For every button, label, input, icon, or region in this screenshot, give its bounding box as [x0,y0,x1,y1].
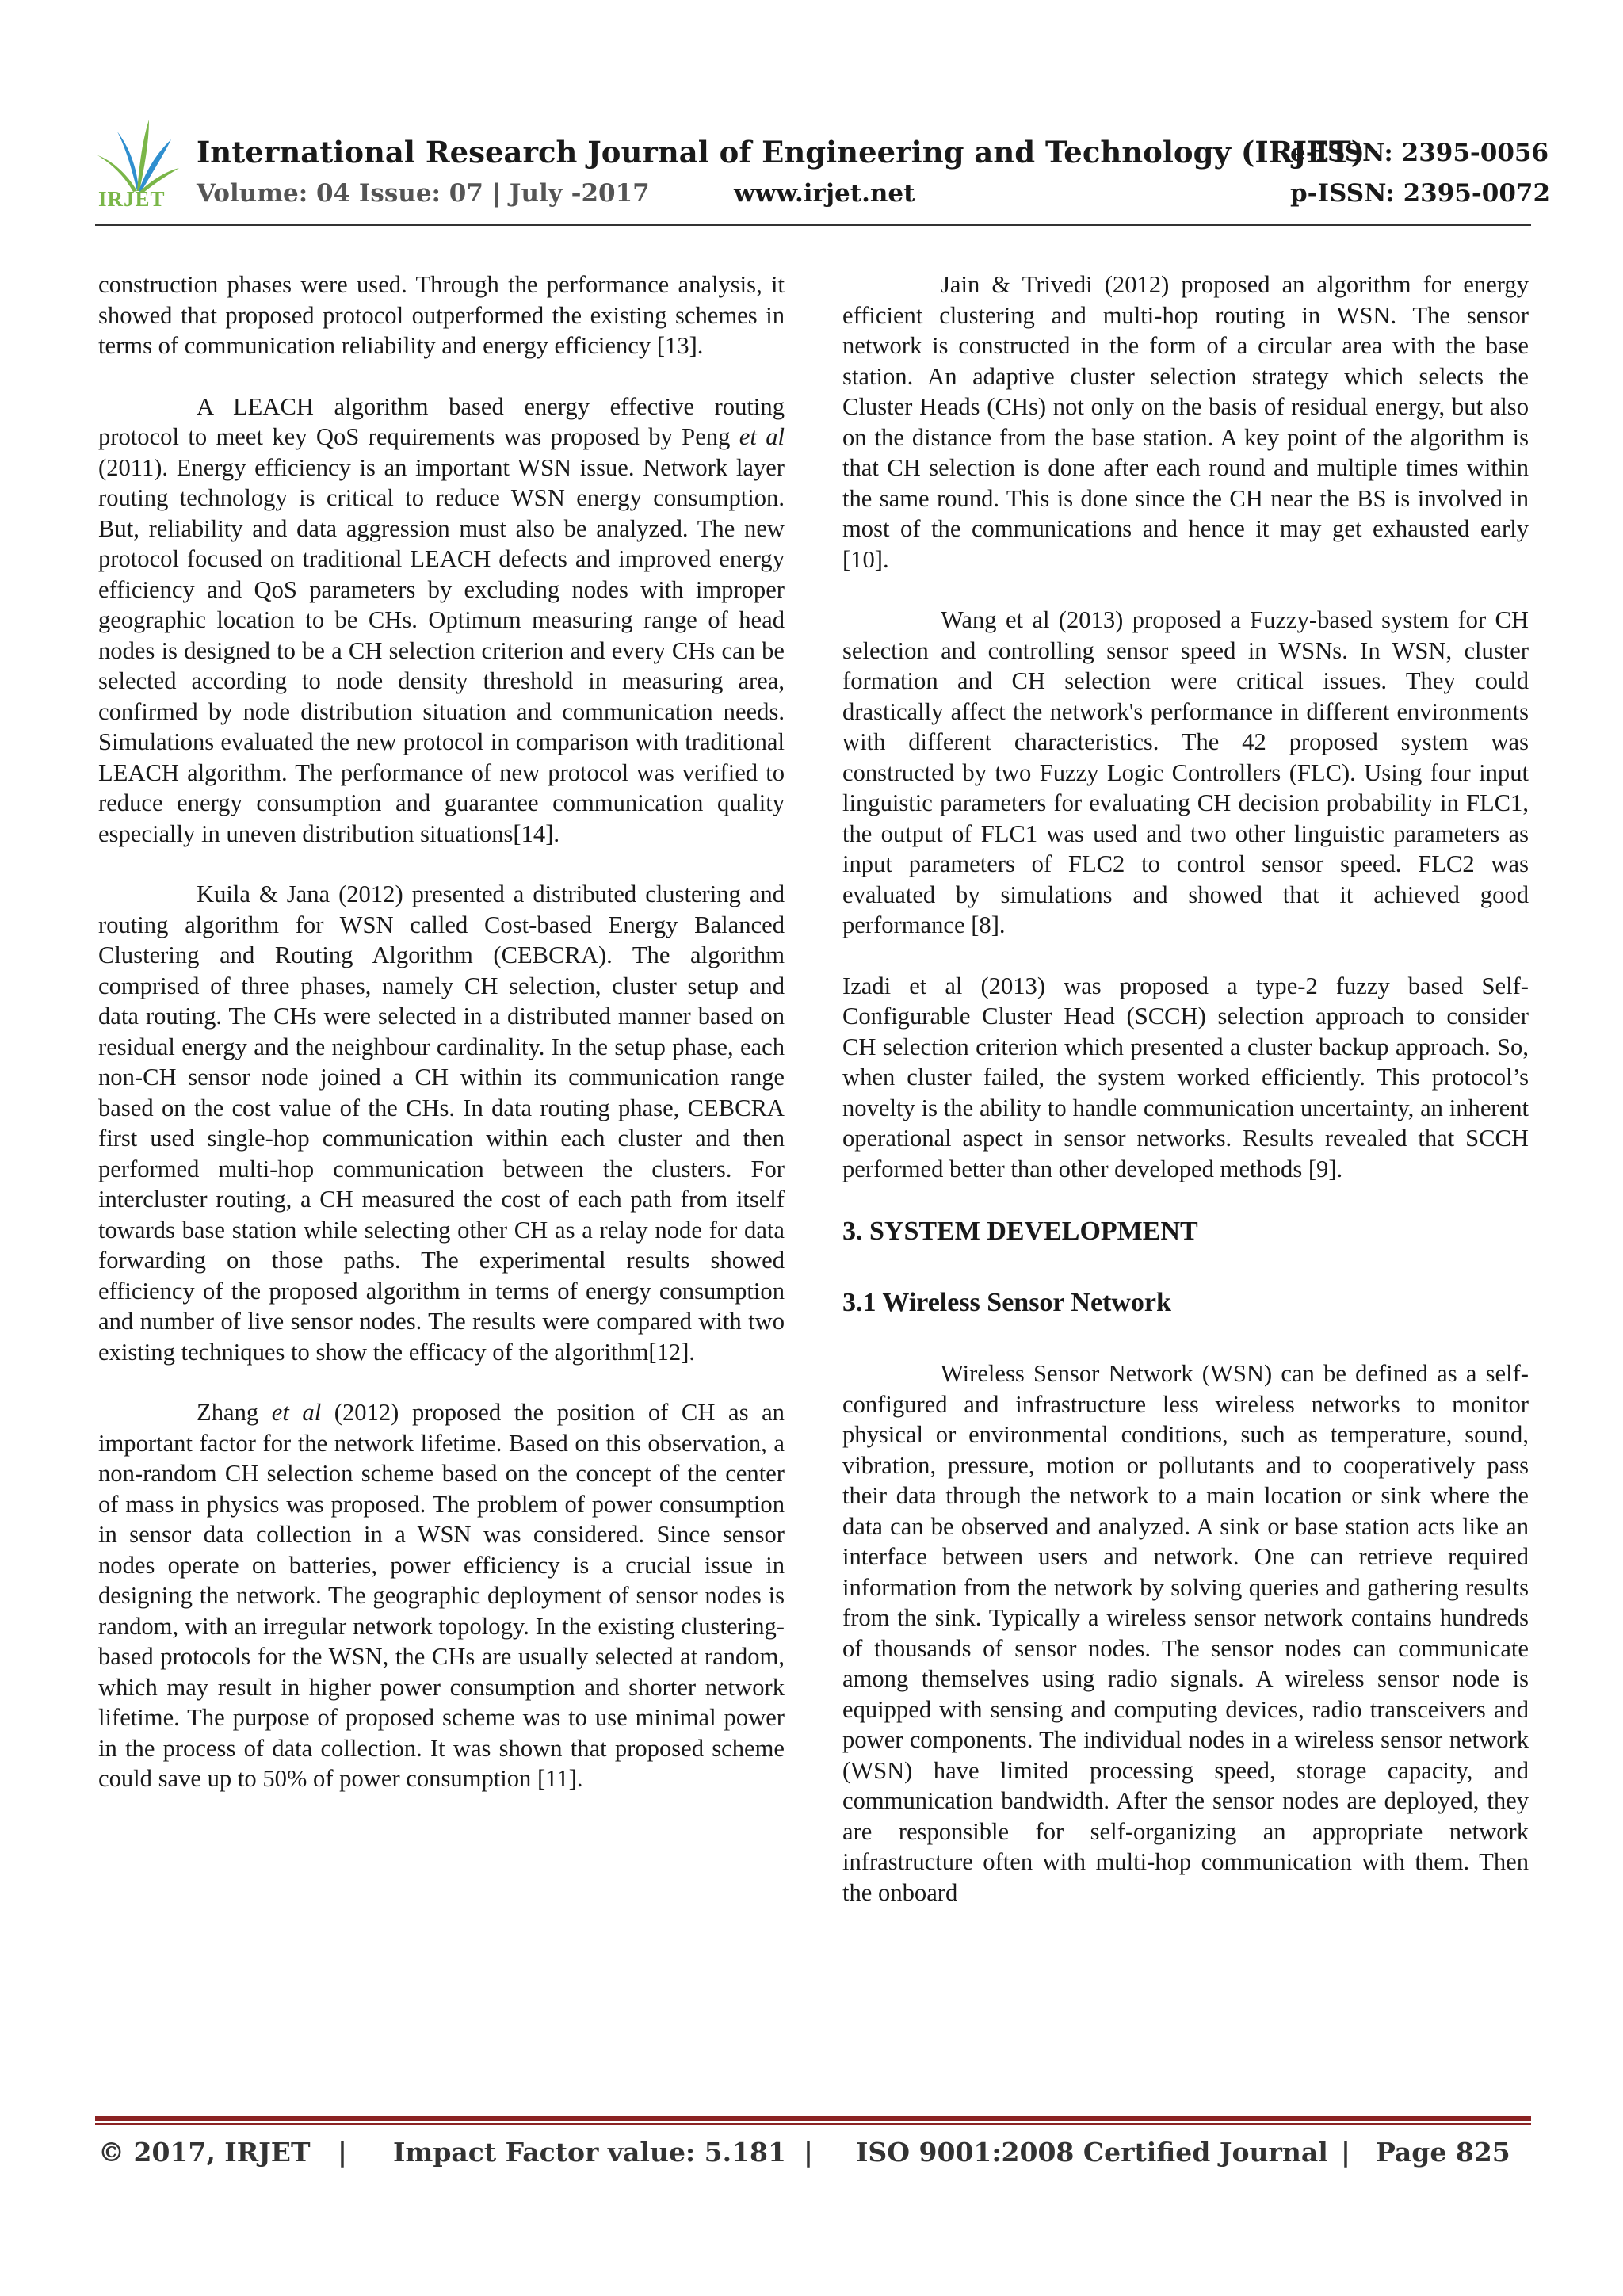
paragraph: Izadi et al (2013) was proposed a type-2 fuzzy based Self-Configurable Cluster Head (SCCH) selection approach to consider CH selection criterion which presented a cluster backup approach. So, when cluster failed, the system worked efficiently. This protocol’s novelty is the ability to handle communication uncertainty, an inherent operational aspect in sensor networks. Results revealed that SCCH performed better than other developed methods [9]. [842,972,1529,1182]
e-issn: e-ISSN: 2395-0056 [1290,139,1549,167]
logo-text: IRJET [98,187,166,211]
paragraph: Wang et al (2013) proposed a Fuzzy-based system for CH selection and controlling sensor speed in WSNs. In WSN, cluster formation and CH selection were critical issues. They could drastically affect the network's performance in different environments with different characteristics. The 42 proposed system was constructed by two Fuzzy Logic Controllers (FLC). Using four input linguistic parameters for evaluating CH decision probability in FLC1, the output of FLC1 was used and two other linguistic parameters as input parameters of FLC2 to control sensor speed. FLC2 was evaluated by simulations and showed that it achieved good performance [8]. [842,606,1529,938]
footer-page-number: Page 825 [1376,2137,1510,2168]
footer-separator: | [1341,2137,1351,2168]
paragraph: construction phases were used. Through the performance analysis, it showed that proposed protocol outperformed the existing schemes in terms of communication reliability and energy efficiency [13]. [98,271,785,359]
section-heading: 3. SYSTEM DEVELOPMENT [842,1217,1198,1246]
footer-separator: | [804,2137,814,2168]
paragraph: Kuila & Jana (2012) presented a distributed clustering and routing algorithm for WSN called Cost-based Energy Balanced Clustering and Routing Algorithm (CEBCRA). The algorithm comprised of three phases, namely CH selection, cluster setup and data routing. The CHs were selected in a distributed manner based on residual energy and the neighbour cardinality. In the setup phase, each non-CH sensor node joined a CH within its communication range based on the cost value of the CHs. In data routing phase, CEBCRA first used single-hop communication within each cluster and then performed multi-hop communication between the clusters. For intercluster routing, a CH measured the cost of each path from itself towards base station while selecting other CH as a relay node for data forwarding on those paths. The experimental results showed efficiency of the proposed algorithm in terms of energy consumption and number of live sensor nodes. The results were compared with two existing techniques to show the efficacy of the algorithm[12]. [98,881,785,1366]
paragraph: Zhang et al (2012) proposed the position of CH as an important factor for the network lifetime. Based on this observation, a non-random CH selection scheme based on the concept of the center of mass in physics was proposed. The problem of power consumption in sensor data collection in a WSN was considered. Since sensor nodes operate on batteries, power efficiency is a crucial issue in designing the network. The geographic deployment of sensor nodes is random, with an irregular network topology. In the existing clustering-based protocols for the WSN, the CHs are usually selected at random, which may result in higher power consumption and shorter network lifetime. The purpose of proposed scheme was to use minimal power in the process of data collection. It was shown that proposed scheme could save up to 50% of power consumption [11]. [98,1399,785,1792]
footer-rule [95,2116,1531,2121]
p-issn: p-ISSN: 2395-0072 [1290,179,1551,208]
header-divider [95,224,1531,226]
footer-separator: | [338,2137,348,2168]
subsection-heading: 3.1 Wireless Sensor Network [842,1288,1171,1317]
paragraph: Jain & Trivedi (2012) proposed an algorithm for energy efficient clustering and multi-hop routing in WSN. The sensor network is constructed in the form of a circular area with the base station. An adaptive cluster selection strategy which selects the Cluster Heads (CHs) not only on the basis of residual energy, but also on the distance from the base station. A key point of the algorithm is that CH selection is done after each round and multiple times within the same round. This is done since the CH near the BS is involved in most of the communications and hence it may get exhausted early [10]. [842,271,1529,573]
paragraph: Wireless Sensor Network (WSN) can be defined as a self-configured and infrastructure less wireless networks to monitor physical or environmental conditions, such as temperature, sound, vibration, pressure, motion or pollutants and to cooperatively pass their data through the network to a main location or sink where the data can be observed and analyzed. A sink or base station acts like an interface between users and network. One can retrieve required information from the network by solving queries and gathering results from the sink. Typically a wireless sensor network contains hundreds of thousands of sensor nodes. The sensor nodes can communicate among themselves using radio signals. A wireless sensor node is equipped with sensing and computing devices, radio transceivers and power components. The individual nodes in a wireless sensor network (WSN) have limited processing speed, storage capacity, and communication bandwidth. After the sensor nodes are deployed, they are responsible for self-organizing an appropriate network infrastructure often with multi-hop communication with them. Then the onboard [842,1360,1529,1906]
volume-issue: Volume: 04 Issue: 07 | July -2017 [197,179,650,208]
footer-rule-thin [95,2123,1531,2125]
journal-website[interactable]: www.irjet.net [734,179,915,208]
paragraph: A LEACH algorithm based energy effective routing protocol to meet key QoS requirements was proposed by Peng et al (2011). Energy efficiency is an important WSN issue. Network layer routing technology is critical to reduce WSN energy consumption. But, reliability and data aggression must also be analyzed. The new protocol focused on traditional LEACH defects and improved energy efficiency and QoS parameters by excluding nodes with improper geographic location to be CHs. Optimum measuring range of head nodes is designed to be a CH selection criterion and every CHs can be selected according to node density threshold in measuring area, confirmed by node distribution situation and communication needs. Simulations evaluated the new protocol in comparison with traditional LEACH algorithm. The performance of new protocol was verified to reduce energy consumption and guarantee communication quality especially in uneven distribution situations[14]. [98,392,785,847]
footer-impact-factor: Impact Factor value: 5.181 [393,2137,786,2168]
footer-copyright: © 2017, IRJET [98,2137,311,2168]
left-column [98,269,785,1794]
footer-iso: ISO 9001:2008 Certified Journal [856,2137,1328,2168]
right-column [842,269,1529,1908]
journal-title: International Research Journal of Engineering and Technology (IRJET) [197,135,1365,170]
